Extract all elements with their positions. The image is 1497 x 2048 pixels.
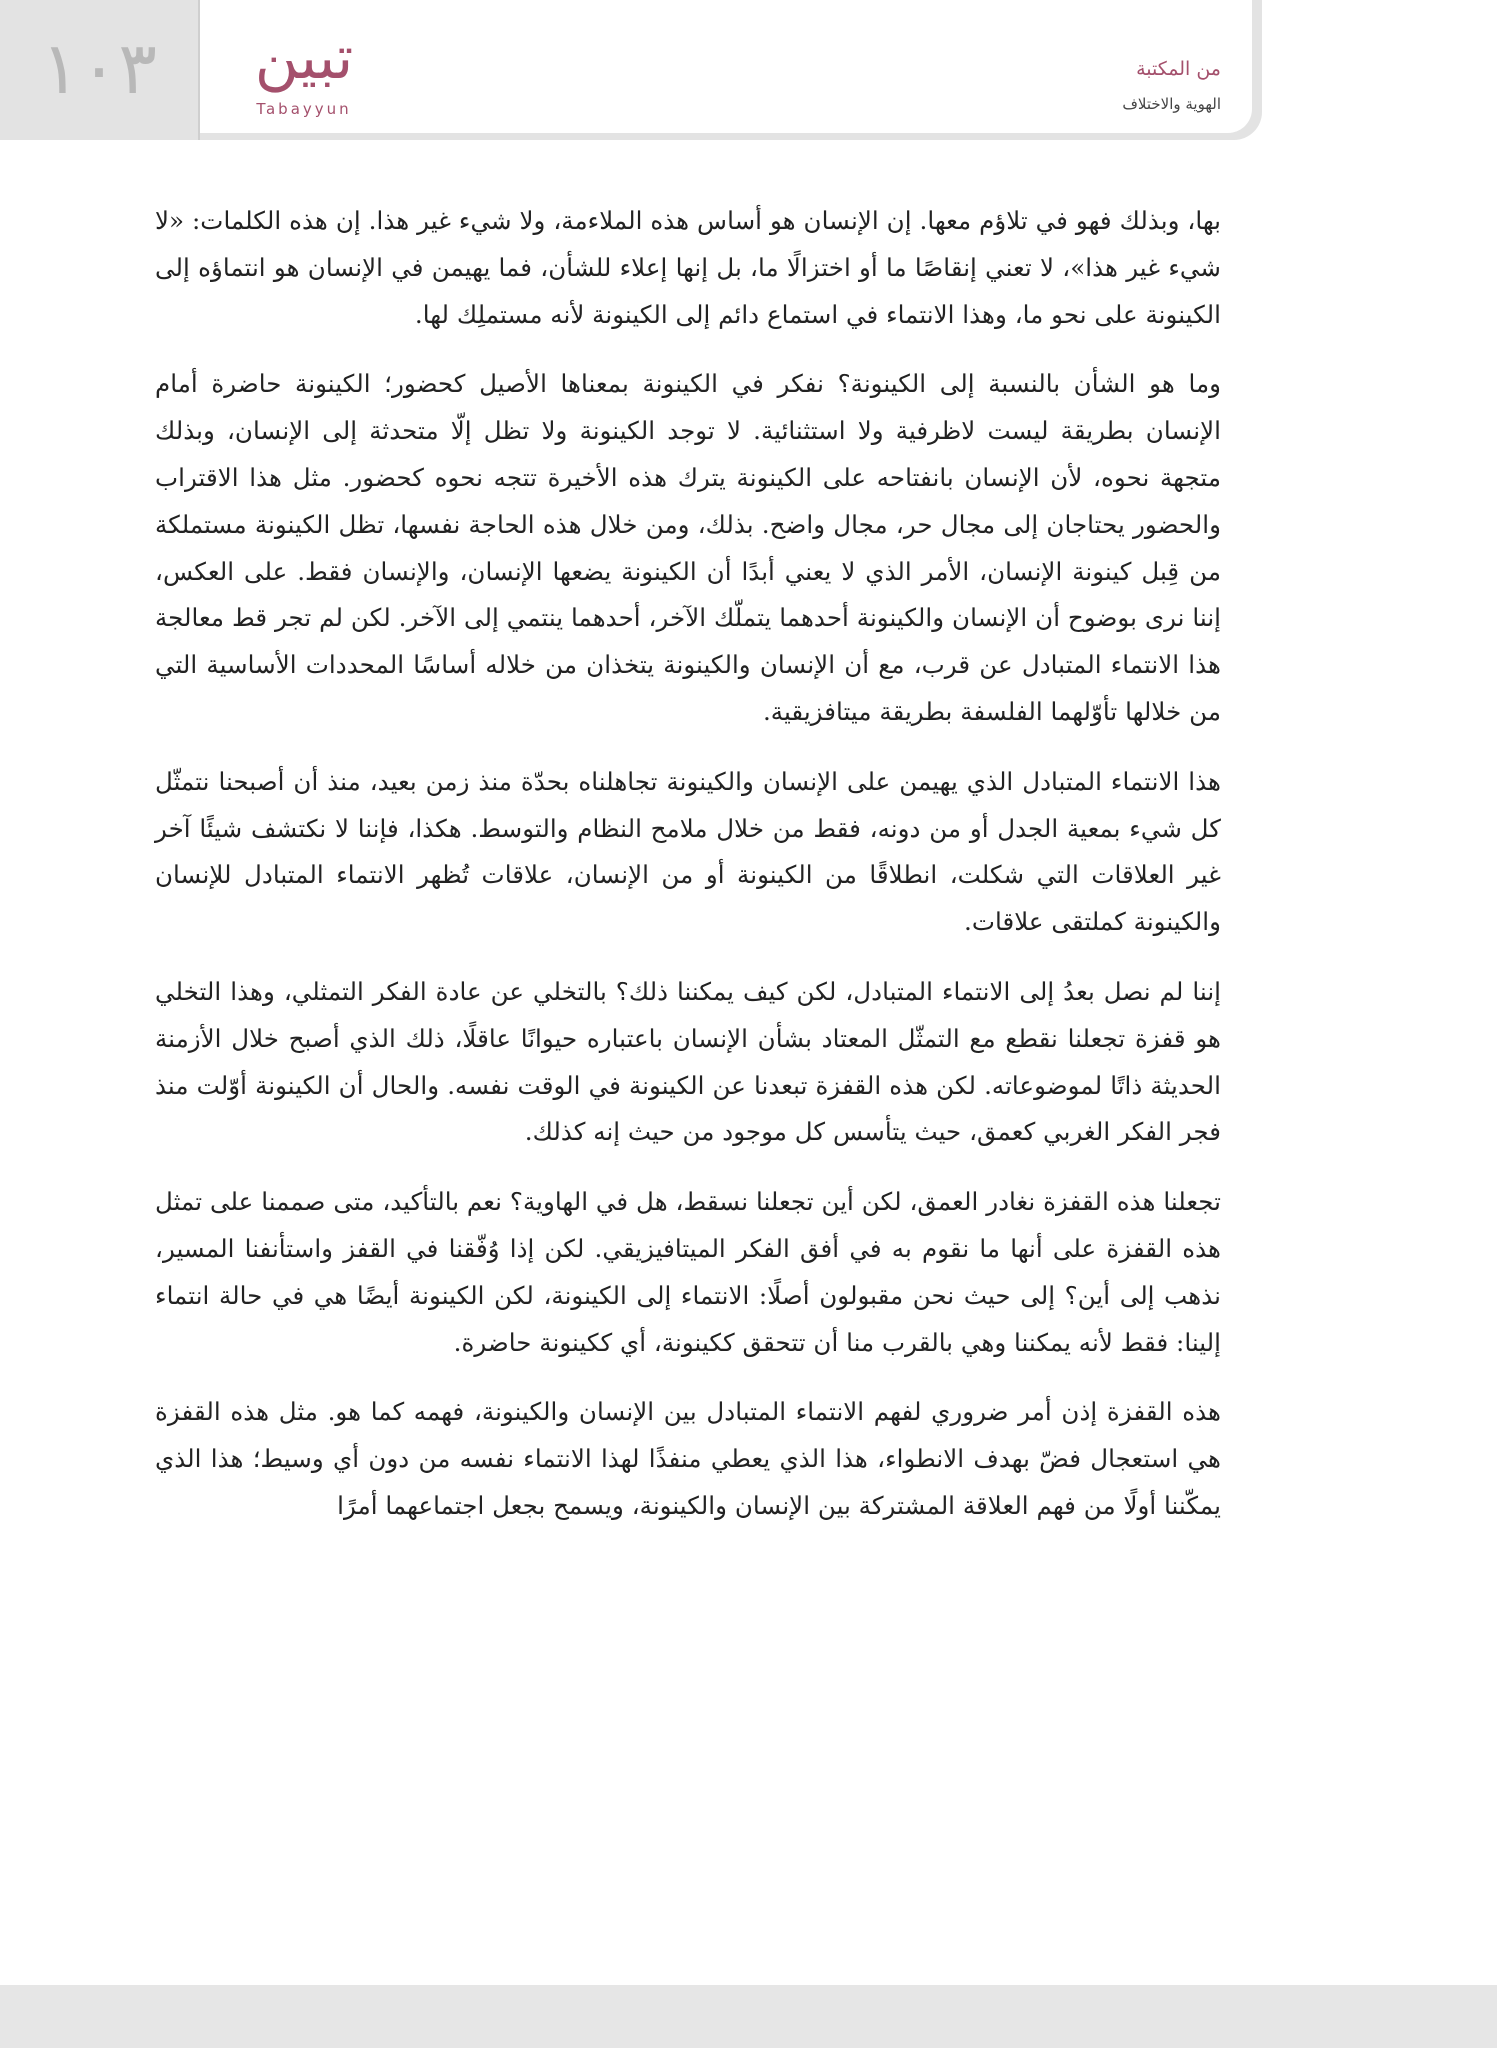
- series-title: من المكتبة: [1136, 58, 1221, 80]
- paragraph: هذا الانتماء المتبادل الذي يهيمن على الإنسان والكينونة تجاهلناه بحدّة منذ زمن بعيد، منذ أن أصبحنا نتمثّل كل شيء بمعية الجدل أو من دونه، فقط من خلال ملامح النظام والتوسط. هكذا، فإننا لا نكتشف شيئًا آخر غير العلاقات التي شكلت، انطلاقًا من الكينونة أو من الإنسان، علاقات تُظهر الانتماء المتبادل للإنسان والكينونة كملتقى علاقات.: [155, 766, 1221, 937]
- tabayyun-logo: [214, 18, 394, 130]
- body-text: [155, 198, 1221, 1553]
- logo-arabic-wordmark: تبين: [254, 23, 354, 93]
- paragraph: إننا لم نصل بعدُ إلى الانتماء المتبادل، لكن كيف يمكننا ذلك؟ بالتخلي عن عادة الفكر التمثلي، وهذا التخلي هو قفزة تجعلنا نقطع مع التمثّل المعتاد بشأن الإنسان باعتباره حيوانًا عاقلًا، ذلك الذي أصبح خلال الأزمنة الحديثة ذاتًا لموضوعاته. لكن هذه القفزة تبعدنا عن الكينونة في الوقت نفسه. والحال أن الكينونة أوّلت منذ فجر الفكر الغربي كعمق، حيث يتأسس كل موجود من حيث إنه كذلك.: [155, 976, 1221, 1147]
- page-number: ١٠٣: [40, 26, 157, 110]
- footer-band: [0, 1985, 1497, 2048]
- paragraph: بها، وبذلك فهو في تلاؤم معها. إن الإنسان هو أساس هذه الملاءمة، ولا شيء غير هذا. إن هذه الكلمات: «لا شيء غير هذا»، لا تعني إنقاصًا ما أو اختزالًا ما، بل إنها إعلاء للشأن، فما يهيمن في الإنسان هو انتماؤه إلى الكينونة على نحو ما، وهذا الانتماء في استماع دائم إلى الكينونة لأنه مستملِك لها.: [155, 206, 1221, 329]
- paragraph: تجعلنا هذه القفزة نغادر العمق، لكن أين تجعلنا نسقط، هل في الهاوية؟ نعم بالتأكيد، متى صممنا على تمثل هذه القفزة على أنها ما نقوم به في أفق الفكر الميتافيزيقي. لكن إذا وُفّقنا في القفز واستأنفنا المسير، نذهب إلى أين؟ إلى حيث نحن مقبولون أصلًا: الانتماء إلى الكينونة، لكن الكينونة أيضًا هي في حالة انتماء إلينا: فقط لأنه يمكننا وهي بالقرب منا أن تتحقق ككينونة، أي ككينونة حاضرة.: [155, 1187, 1221, 1357]
- series-heading: [901, 56, 1221, 116]
- paragraph: وما هو الشأن بالنسبة إلى الكينونة؟ نفكر في الكينونة بمعناها الأصيل كحضور؛ الكينونة حاضرة أمام الإنسان بطريقة ليست لاظرفية ولا استثنائية. لا توجد الكينونة ولا تظل إلّا متحدثة إلى الإنسان، وبذلك متجهة نحوه، لأن الإنسان بانفتاحه على الكينونة يترك هذه الأخيرة تتجه نحوه كحضور. مثل هذا الاقتراب والحضور يحتاجان إلى مجال حر، مجال واضح. بذلك، ومن خلال هذه الحاجة نفسها، تظل الكينونة مستملكة من قِبل كينونة الإنسان، الأمر الذي لا يعني أبدًا أن الكينونة يضعها الإنسان، والإنسان فقط. على العكس، إننا نرى بوضوح أن الإنسان والكينونة أحدهما يتملّك الآخر، أحدهما ينتمي إلى الآخر. لكن لم تجر قط معالجة هذا الانتماء المتبادل عن قرب، مع أن الإنسان والكينونة يتخذان من خلاله أساسًا المحددات الأساسية التي من خلالها تأوّلهما الفلسفة بطريقة ميتافزيقية.: [155, 369, 1221, 726]
- header-divider: [198, 0, 200, 140]
- series-subtitle: الهوية والاختلاف: [1122, 95, 1221, 113]
- logo-latin-wordmark: Tabayyun: [256, 100, 352, 118]
- paragraph: هذه القفزة إذن أمر ضروري لفهم الانتماء المتبادل بين الإنسان والكينونة، فهمه كما هو. مثل هذه القفزة هي استعجال فضّ بهدف الانطواء، هذا الذي يعطي منفذًا لهذا الانتماء نفسه من دون أي وسيط؛ هذا الذي يمكّننا أولًا من فهم العلاقة المشتركة بين الإنسان والكينونة، ويسمح بجعل اجتماعهما أمرًا: [155, 1397, 1221, 1520]
